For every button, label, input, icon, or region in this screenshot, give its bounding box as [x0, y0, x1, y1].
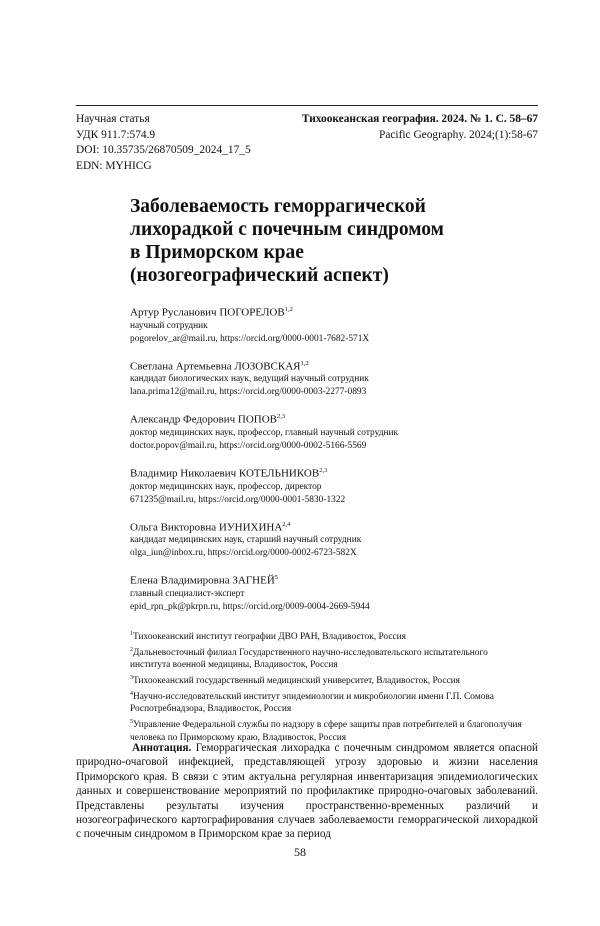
author-role: кандидат биологических наук, ведущий научный сотрудник	[130, 374, 369, 385]
affiliation	[130, 628, 550, 644]
author-role: научный сотрудник	[130, 320, 208, 331]
abstract-label: Аннотация.	[132, 742, 192, 754]
affiliation-text: Тихоокеанский государственный медицинский университет, Владивосток, Россия	[133, 676, 460, 687]
article-title	[130, 195, 510, 287]
author-entry	[130, 357, 550, 400]
author-contact: doctor.popov@mail.ru, https://orcid.org/0000-0002-5166-5569	[130, 440, 367, 451]
header-rule	[76, 105, 538, 106]
author-entry	[130, 571, 550, 614]
author-name: Владимир Николаевич КОТЕЛЬНИКОВ	[130, 467, 320, 480]
affiliation-number: 5	[130, 719, 133, 726]
abstract	[76, 741, 538, 842]
author-affiliation-ref: 2,3	[277, 413, 286, 421]
article-type: Научная статья	[76, 113, 150, 125]
affiliation-list	[130, 628, 550, 744]
udc-code: УДК 911.7:574.9	[76, 128, 156, 141]
affiliation-text: Управление Федеральной службы по надзору в сфере защиты прав потребителей и благополучия	[133, 720, 522, 731]
author-name: Артур Русланович ПОГОРЕЛОВ	[130, 306, 285, 319]
affiliation-text: Роспотребнадзора, Владивосток, Россия	[130, 704, 292, 715]
author-role: кандидат медицинских наук, старший научный сотрудник	[130, 535, 362, 546]
affiliation-text: человека по Приморскому краю, Владивосток, Россия	[130, 732, 347, 743]
title-line: (нозогеографический аспект)	[130, 265, 389, 286]
author-affiliation-ref: 2,4	[282, 520, 291, 528]
affiliation	[130, 644, 550, 672]
author-list	[130, 303, 550, 625]
author-name: Ольга Викторовна ИУНИХИНА	[130, 521, 283, 534]
author-role: главный специалист-эксперт	[130, 588, 245, 599]
author-contact: lana.prima12@mail.ru, https://orcid.org/0000-0003-2277-0893	[130, 387, 367, 398]
author-affiliation-ref: 2,3	[319, 466, 328, 474]
title-line: в Приморском крае	[130, 242, 304, 263]
title-line: Заболеваемость геморрагической	[130, 196, 426, 217]
author-role: доктор медицинских наук, профессор, директор	[130, 481, 322, 492]
doi: DOI: 10.35735/26870509_2024_17_5	[76, 144, 251, 156]
author-contact: olga_iun@inbox.ru, https://orcid.org/0000-0002-6723-582X	[130, 548, 357, 559]
author-contact: pogorelov_ar@mail.ru, https://orcid.org/0000-0001-7682-571X	[130, 333, 370, 344]
affiliation-number: 2	[130, 646, 133, 653]
author-affiliation-ref: 5	[274, 574, 279, 582]
author-entry	[130, 303, 550, 346]
author-name: Светлана Артемьевна ЛОЗОВСКАЯ	[130, 360, 301, 373]
affiliation	[130, 672, 550, 688]
author-entry	[130, 464, 550, 507]
journal-citation-ru: Тихоокеанская география. 2024. № 1. С. 58–67	[301, 113, 538, 125]
author-name: Елена Владимировна ЗАГНЕЙ	[130, 574, 275, 587]
author-affiliation-ref: 1,2	[284, 306, 293, 313]
title-line: лихорадкой с почечным синдромом	[130, 219, 444, 240]
article-meta	[76, 112, 251, 174]
journal-citation	[302, 112, 538, 143]
affiliation-number: 3	[130, 675, 133, 682]
affiliation-text: института военной медицины, Владивосток, Россия	[130, 660, 338, 671]
affiliation-text: Научно-исследовательский институт эпидемиологии и микробиологии имени Г.П. Сомова	[133, 691, 494, 702]
affiliation	[130, 688, 550, 716]
abstract-text: Геморрагическая лихорадка с почечным синдромом является опасной природно-очаговой инфекцией, представляющей угрозу здоровью и жизни населения Приморского края. В связи с этим актуальна регулярная инвентаризация эпидемиологических данных и совершенствование мероприятий по профилактике природно-очаговых заболеваний. Представлены результаты изучения пространственно-временных различий и нозогеографического картографирования случаев заболеваемости геморрагической лихорадкой с почечным синдромом в Приморском крае за период	[76, 742, 538, 841]
page-number: 58	[294, 845, 306, 859]
author-entry	[130, 518, 550, 561]
affiliation-text: Тихоокеанский институт географии ДВО РАН, Владивосток, Россия	[133, 632, 406, 643]
author-entry	[130, 410, 550, 453]
author-contact: 671235@mail.ru, https://orcid.org/0000-0001-5830-1322	[130, 494, 346, 505]
affiliation-number: 4	[130, 690, 133, 697]
affiliation-number: 1	[130, 631, 133, 637]
author-name: Александр Федорович ПОПОВ	[130, 413, 278, 426]
author-affiliation-ref: 1,2	[300, 359, 309, 367]
author-contact: epid_rpn_pk@pkrpn.ru, https://orcid.org/0009-0004-2669-5944	[130, 601, 370, 612]
affiliation-text: Дальневосточный филиал Государственного научно-исследовательского испытательного	[133, 647, 488, 658]
author-role: доктор медицинских наук, профессор, главный научный сотрудник	[130, 427, 399, 438]
edn: EDN: MYHICG	[76, 159, 152, 172]
journal-citation-en: Pacific Geography. 2024;(1):58-67	[378, 128, 538, 141]
